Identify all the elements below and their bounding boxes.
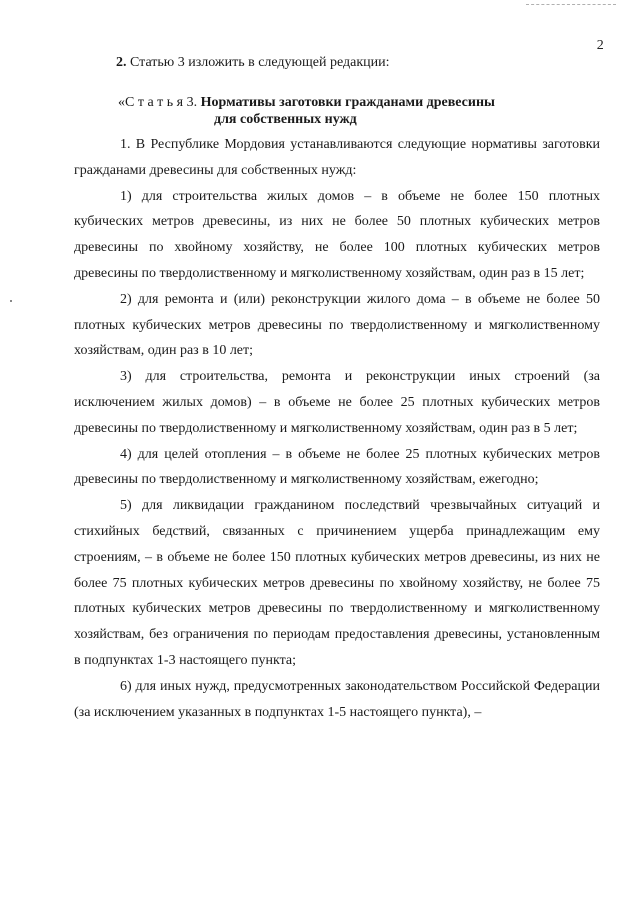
paragraph-item-1: 1) для строительства жилых домов – в объеме не более 150 плотных кубических метров древесины, из них не более 50 плотных кубических метров древесины по хвойному хозяйству, не более 100 плотных кубических метров древесины по твердолиственному и мягколиственному хозяйствам, один раз в 15 лет; (74, 188, 600, 281)
margin-dot (10, 300, 12, 302)
header-mark (526, 0, 616, 5)
article-heading-line-1 (118, 94, 608, 111)
paragraph-item-6: 6) для иных нужд, предусмотренных законодательством Российской Федерации (за исключением указанных в подпунктах 1-5 настоящего пункта), – (74, 678, 600, 720)
page-number: 2 (596, 38, 604, 53)
paragraph-item-5: 5) для ликвидации гражданином последствий чрезвычайных ситуаций и стихийных бедствий, связанных с причинением ущерба принадлежащим ему строениям, – в объеме не более 150 плотных кубических метров древесины, из них не более 75 плотных кубических метров древесины по хвойному хозяйству, не более 75 плотных кубических метров древесины по твердолиственному и мягколиственному хозяйствам, без ограничения по периодам предоставления древесины, установленным в подпунктах 1-3 настоящего пункта; (74, 498, 600, 668)
article-title: Нормативы заготовки гражданами древесины (200, 95, 495, 110)
amendment-number: 2. (116, 55, 127, 70)
article-heading (118, 94, 608, 128)
article-prefix: «С т а т ь я 3. (118, 95, 201, 110)
article-title-continuation: для собственных нужд (214, 112, 357, 127)
paragraph-norms-intro: 1. В Республике Мордовия устанавливаются следующие нормативы заготовки гражданами древесины для собственных нужд: (74, 137, 600, 178)
amendment-text: Статью 3 изложить в следующей редакции: (126, 55, 390, 70)
paragraph-item-2: 2) для ремонта и (или) реконструкции жилого дома – в объеме не более 50 плотных кубических метров древесины по твердолиственному и мягколиственному хозяйствам, один раз в 10 лет; (74, 291, 600, 359)
paragraph-item-4: 4) для целей отопления – в объеме не более 25 плотных кубических метров древесины по твердолиственному и мягколиственному хозяйствам, ежегодно; (74, 446, 600, 488)
article-body (74, 132, 600, 725)
amendment-intro (116, 54, 606, 71)
paragraph-item-3: 3) для строительства, ремонта и реконструкции иных строений (за исключением жилых домов) – в объеме не более 25 плотных кубических метров древесины по твердолиственному и мягколиственному хозяйствам, один раз в 5 лет; (74, 369, 600, 436)
